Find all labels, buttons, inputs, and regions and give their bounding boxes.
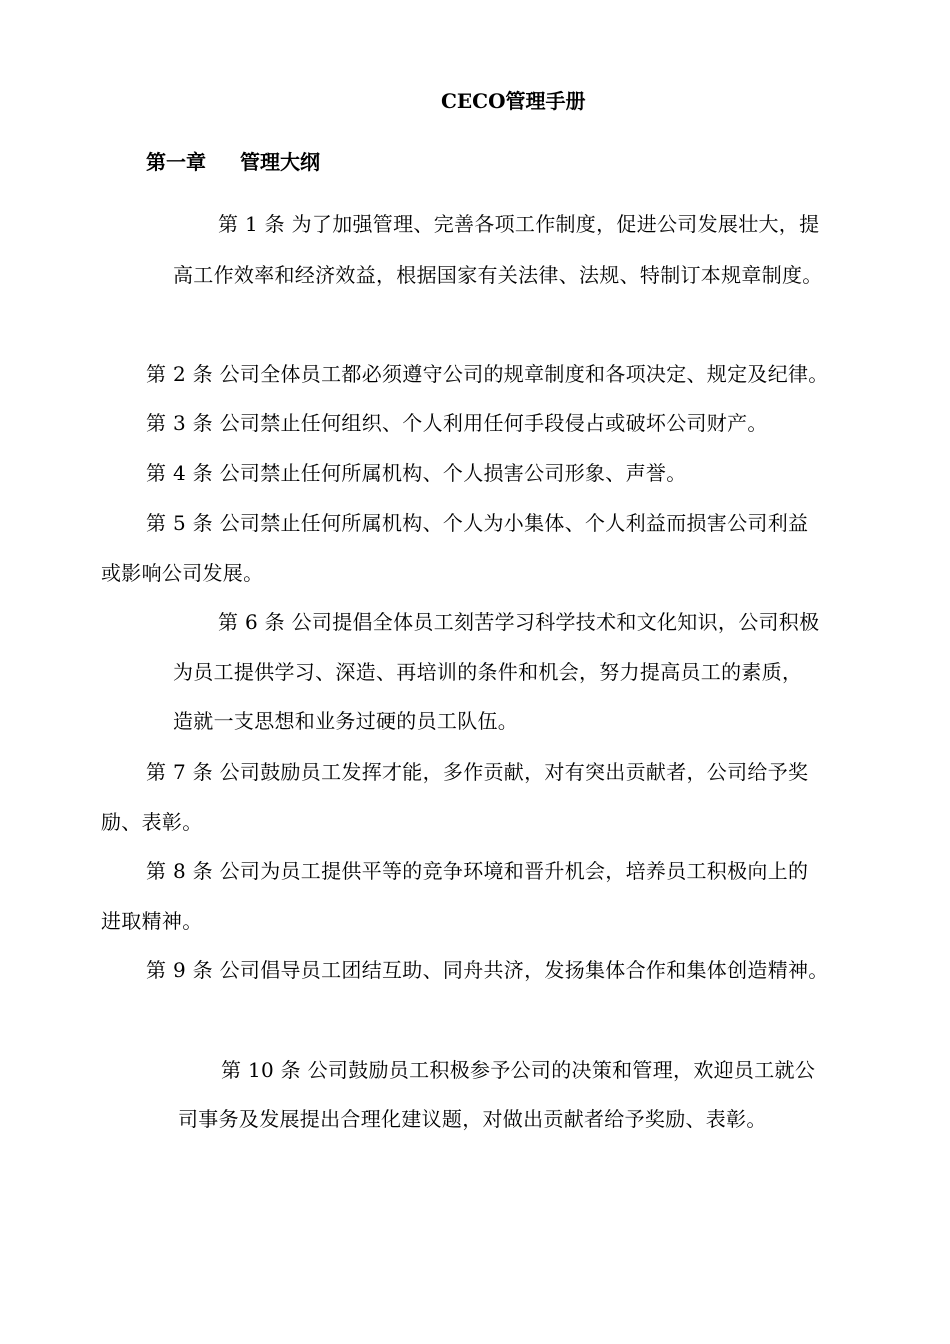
- article-7-line-1: 第 7 条 公司鼓励员工发挥才能，多作贡献，对有突出贡献者，公司给予奖: [146, 760, 809, 784]
- article-4-line-1: 第 4 条 公司禁止任何所属机构、个人损害公司形象、声誉。: [146, 461, 687, 485]
- article-8-line-1: 第 8 条 公司为员工提供平等的竞争环境和晋升机会，培养员工积极向上的: [146, 859, 809, 883]
- article-6-line-3: 造就一支思想和业务过硬的员工队伍。: [173, 709, 519, 733]
- article-5-line-2: 或影响公司发展。: [101, 561, 264, 585]
- article-7-line-2: 励、表彰。: [101, 810, 203, 834]
- article-10-line-2: 司事务及发展提出合理化建议题，对做出贡献者给予奖励、表彰。: [178, 1107, 767, 1131]
- document-title: CECO管理手册: [441, 89, 586, 113]
- article-2-line-1: 第 2 条 公司全体员工都必须遵守公司的规章制度和各项决定、规定及纪律。: [146, 362, 829, 386]
- chapter-name: 管理大纲: [240, 150, 320, 174]
- article-9-line-1: 第 9 条 公司倡导员工团结互助、同舟共济，发扬集体合作和集体创造精神。: [146, 958, 829, 982]
- article-6-line-2: 为员工提供学习、深造、再培训的条件和机会，努力提高员工的素质，: [173, 660, 803, 684]
- article-3-line-1: 第 3 条 公司禁止任何组织、个人利用任何手段侵占或破坏公司财产。: [146, 411, 768, 435]
- article-10-line-1: 第 10 条 公司鼓励员工积极参予公司的决策和管理，欢迎员工就公: [221, 1058, 816, 1082]
- article-8-line-2: 进取精神。: [101, 909, 203, 933]
- article-1-line-2: 高工作效率和经济效益，根据国家有关法律、法规、特制订本规章制度。: [173, 263, 823, 287]
- article-6-line-1: 第 6 条 公司提倡全体员工刻苦学习科学技术和文化知识，公司积极: [218, 610, 820, 634]
- article-1-line-1: 第 1 条 为了加强管理、完善各项工作制度，促进公司发展壮大，提: [218, 212, 820, 236]
- chapter-number: 第一章: [146, 150, 206, 174]
- article-5-line-1: 第 5 条 公司禁止任何所属机构、个人为小集体、个人利益而损害公司利益: [146, 511, 809, 535]
- chapter-heading: [146, 150, 320, 174]
